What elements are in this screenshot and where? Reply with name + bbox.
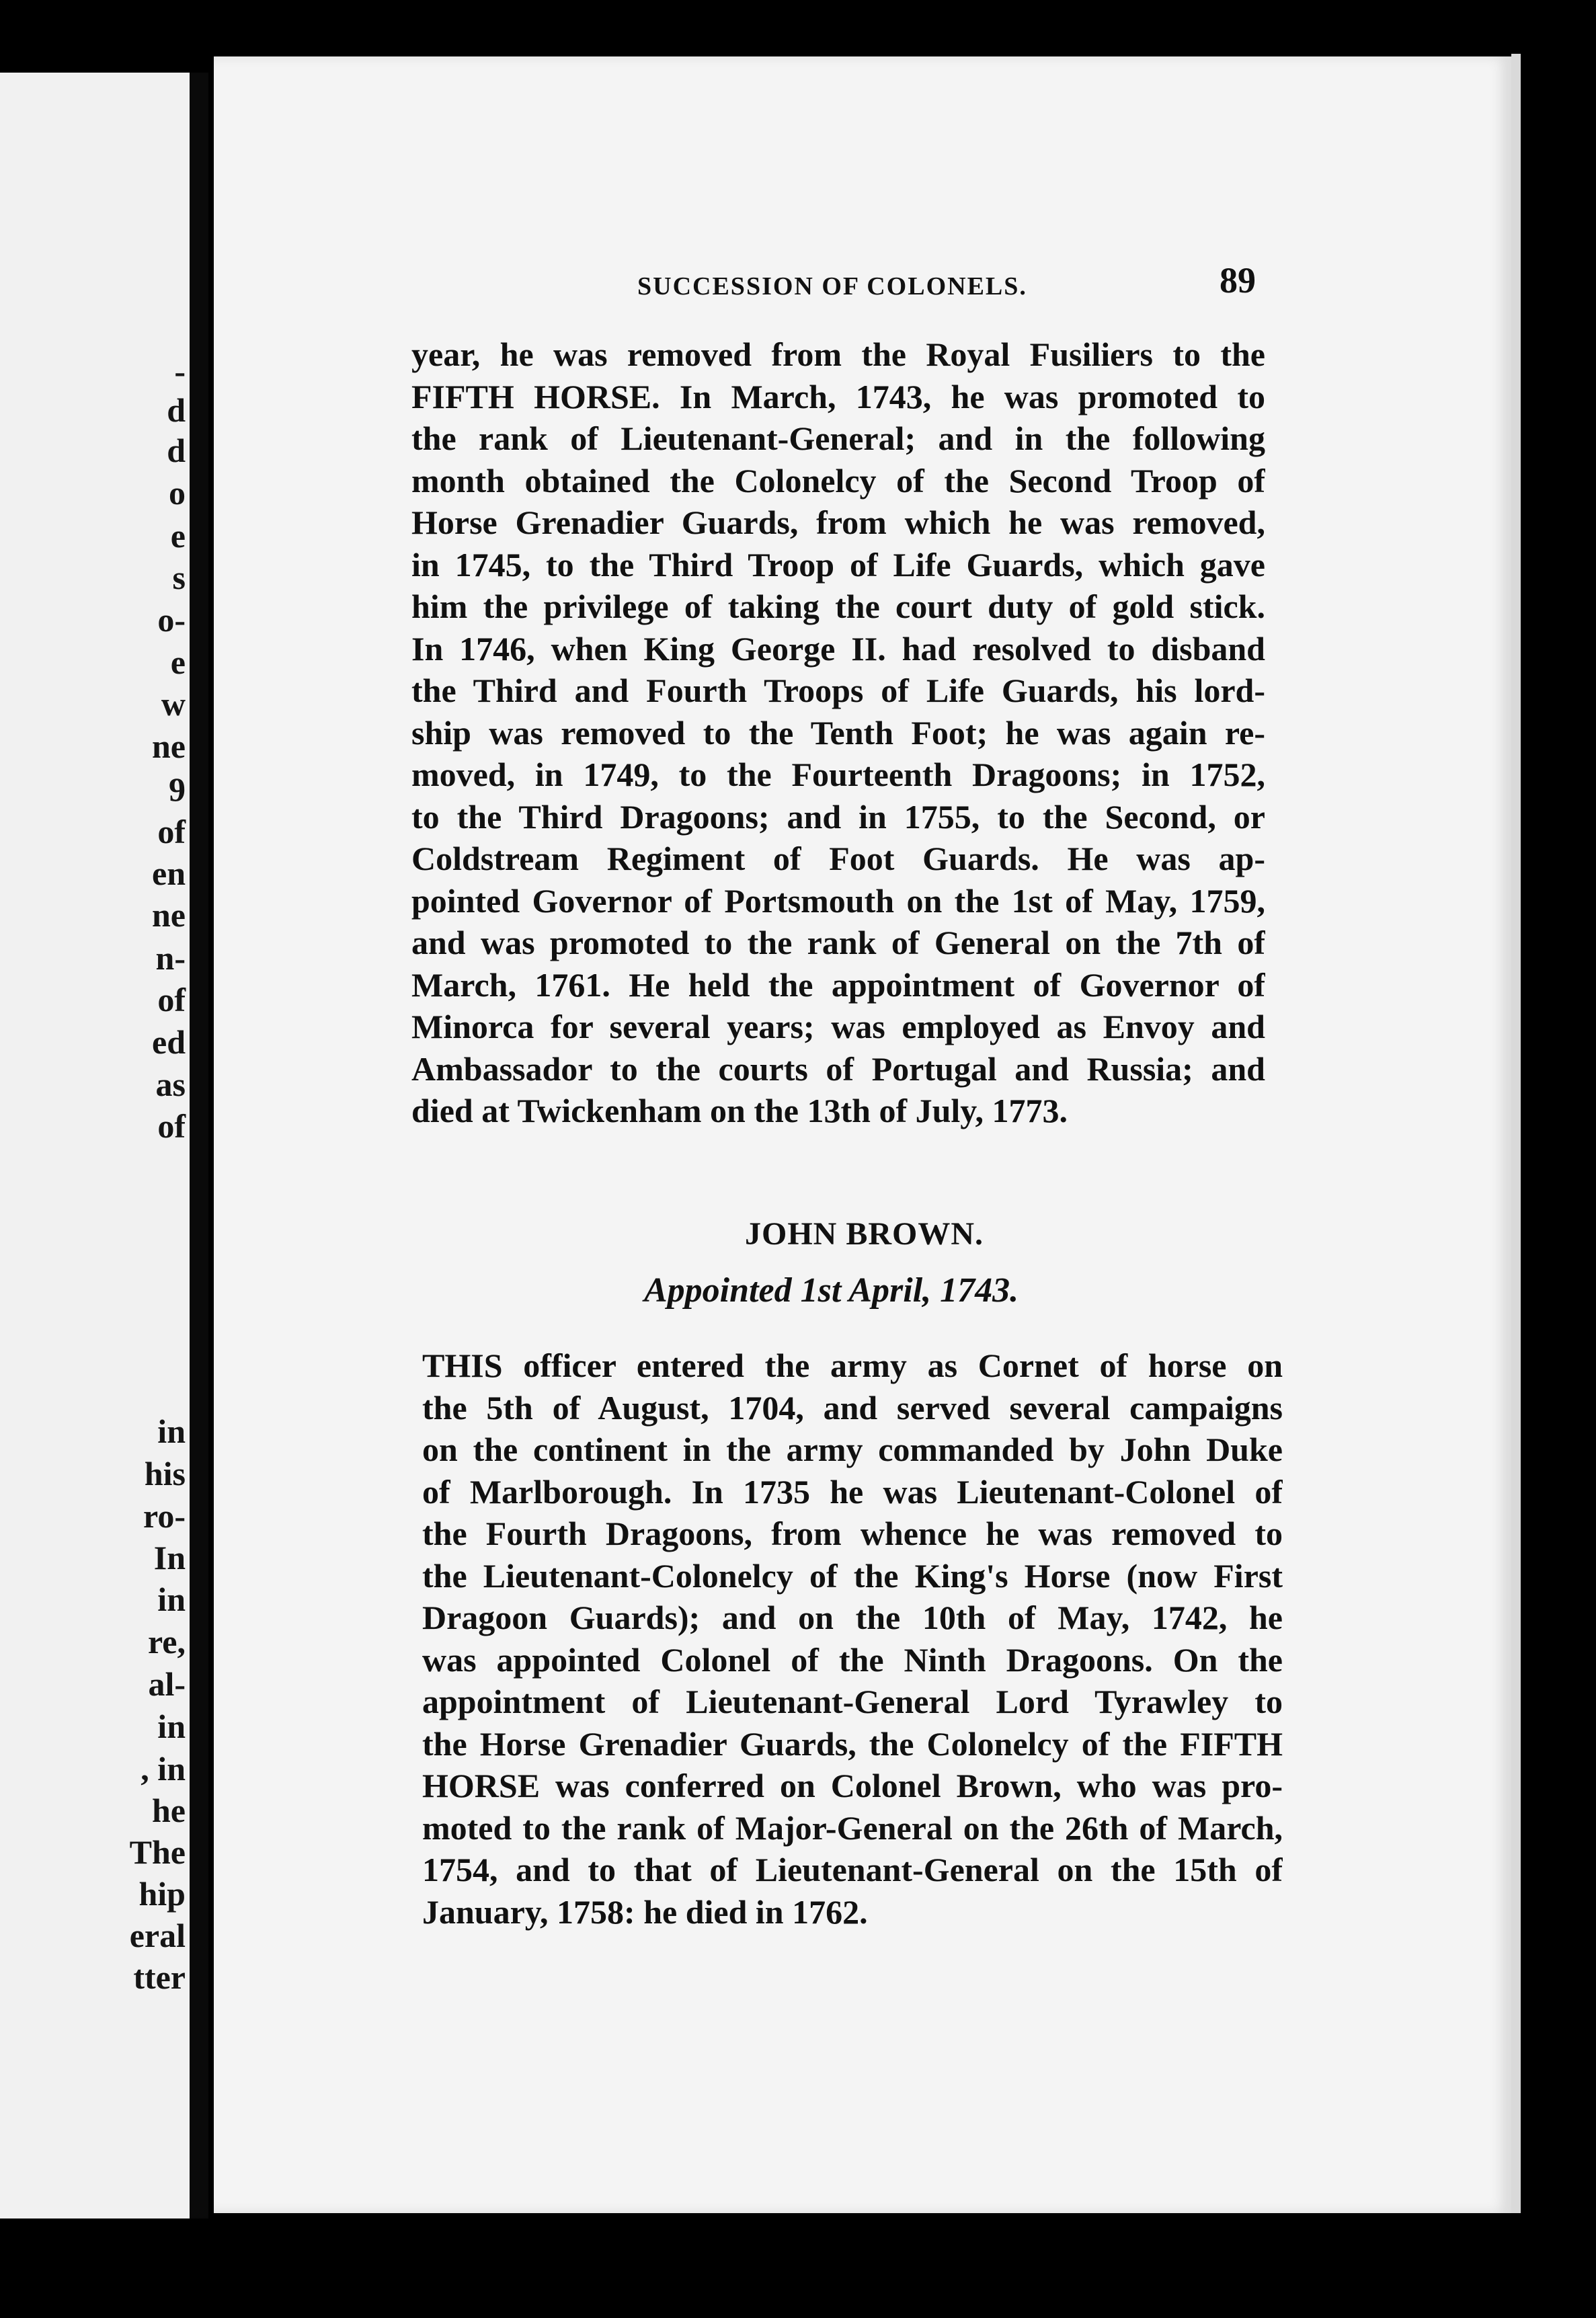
text-line: on the continent in the army commanded by John Duke — [422, 1431, 1283, 1468]
left-fragment: of — [157, 981, 186, 1018]
section-heading: JOHN BROWN. — [745, 1216, 984, 1252]
previous-page-fragment — [0, 73, 190, 2219]
text-line: Coldstream Regiment of Foot Guards. He was ap- — [411, 840, 1265, 877]
left-fragment: e — [170, 643, 186, 681]
text-line: died at Twickenham on the 13th of July, 1773. — [411, 1092, 1068, 1129]
text-line: pointed Governor of Portsmouth on the 1st of May, 1759, — [411, 881, 1265, 920]
left-fragment: 9 — [169, 770, 186, 808]
left-fragment: of — [157, 813, 186, 850]
left-fragment: n- — [155, 939, 186, 977]
section-subheading: Appointed 1st April, 1743. — [644, 1271, 1019, 1310]
page-header — [415, 259, 1256, 307]
left-fragment: tter — [133, 1958, 186, 1996]
text-line: In 1746, when King George II. had resolved to disband — [411, 629, 1265, 668]
text-line: the Lieutenant-Colonelcy of the King's Horse (now First — [422, 1556, 1283, 1595]
text-line: 1754, and to that of Lieutenant-General on the 15th of — [422, 1851, 1283, 1888]
left-fragment: as — [155, 1066, 186, 1103]
left-fragment: re, — [148, 1623, 186, 1661]
left-fragment: in — [157, 1708, 186, 1745]
page-edge — [1511, 54, 1521, 2213]
text-line: Horse Grenadier Guards, from which he was removed, — [411, 504, 1265, 541]
left-fragment: In — [153, 1539, 186, 1576]
text-line: month obtained the Colonelcy of the Second Troop of — [411, 461, 1265, 499]
text-line: him the privilege of taking the court duty of gold stick. — [411, 588, 1265, 625]
left-fragment: ro- — [143, 1497, 186, 1535]
text-line: HORSE was conferred on Colonel Brown, who was pro- — [422, 1767, 1283, 1804]
text-line: appointment of Lieutenant-General Lord Tyrawley to — [422, 1683, 1283, 1720]
left-fragment: s — [172, 559, 186, 596]
text-line: the 5th of August, 1704, and served several campaigns — [422, 1388, 1283, 1427]
text-line: the Third and Fourth Troops of Life Guards, his lord- — [411, 672, 1265, 709]
text-line: and was promoted to the rank of General on the 7th of — [411, 924, 1265, 961]
text-line: THIS officer entered the army as Cornet of horse on — [422, 1347, 1283, 1384]
text-line: Minorca for several years; was employed as Envoy and — [411, 1008, 1265, 1045]
paragraph-1 — [411, 333, 1265, 1132]
running-title: SUCCESSION OF COLONELS. — [637, 272, 1027, 301]
left-fragment: al- — [148, 1665, 186, 1703]
left-fragment: ne — [152, 896, 186, 934]
left-fragment: o- — [157, 601, 186, 639]
text-line: Ambassador to the courts of Portugal and Russia; and — [411, 1049, 1265, 1088]
left-fragment: of — [157, 1107, 186, 1145]
text-line: was appointed Colonel of the Ninth Dragoons. On the — [422, 1640, 1283, 1679]
left-fragment: d — [167, 432, 186, 469]
text-line: FIFTH HORSE. In March, 1743, he was promoted to — [411, 377, 1265, 415]
text-line: January, 1758: he died in 1762. — [422, 1892, 868, 1931]
left-fragment: ne — [152, 727, 186, 765]
text-line: the rank of Lieutenant-General; and in the following — [411, 419, 1265, 457]
left-fragment: hip — [138, 1875, 186, 1913]
left-fragment: his — [144, 1455, 186, 1492]
left-fragment: d — [167, 391, 186, 429]
text-line: March, 1761. He held the appointment of Governor of — [411, 965, 1265, 1004]
text-line: the Fourth Dragoons, from whence he was removed to — [422, 1515, 1283, 1552]
text-line: of Marlborough. In 1735 he was Lieutenant-Colonel of — [422, 1472, 1283, 1511]
left-fragment: , in — [141, 1750, 186, 1788]
left-fragment: The — [129, 1833, 186, 1871]
text-line: to the Third Dragoons; and in 1755, to the Second, or — [411, 797, 1265, 836]
left-fragment: o — [169, 474, 186, 512]
left-fragment: w — [161, 685, 186, 723]
text-line: ship was removed to the Tenth Foot; he was again re- — [411, 713, 1265, 752]
text-line: moved, in 1749, to the Fourteenth Dragoons; in 1752, — [411, 756, 1265, 793]
text-line: in 1745, to the Third Troop of Life Guards, which gave — [411, 545, 1265, 584]
left-fragment: ed — [152, 1023, 186, 1061]
left-fragment: en — [152, 854, 186, 892]
left-fragment: eral — [129, 1917, 186, 1954]
book-gutter — [190, 73, 208, 2219]
left-fragment: e — [170, 517, 186, 555]
left-fragment: in — [157, 1412, 186, 1450]
text-line: year, he was removed from the Royal Fusiliers to the — [411, 335, 1265, 373]
text-line: moted to the rank of Major-General on the 26th of March, — [422, 1808, 1283, 1847]
left-fragment: - — [174, 352, 186, 390]
paragraph-2 — [422, 1345, 1283, 1933]
page-number: 89 — [1220, 260, 1256, 301]
left-fragment: in — [157, 1581, 186, 1618]
text-line: the Horse Grenadier Guards, the Colonelcy of the FIFTH — [422, 1724, 1283, 1763]
text-line: Dragoon Guards); and on the 10th of May, 1742, he — [422, 1599, 1283, 1636]
left-fragment: he — [152, 1792, 186, 1829]
